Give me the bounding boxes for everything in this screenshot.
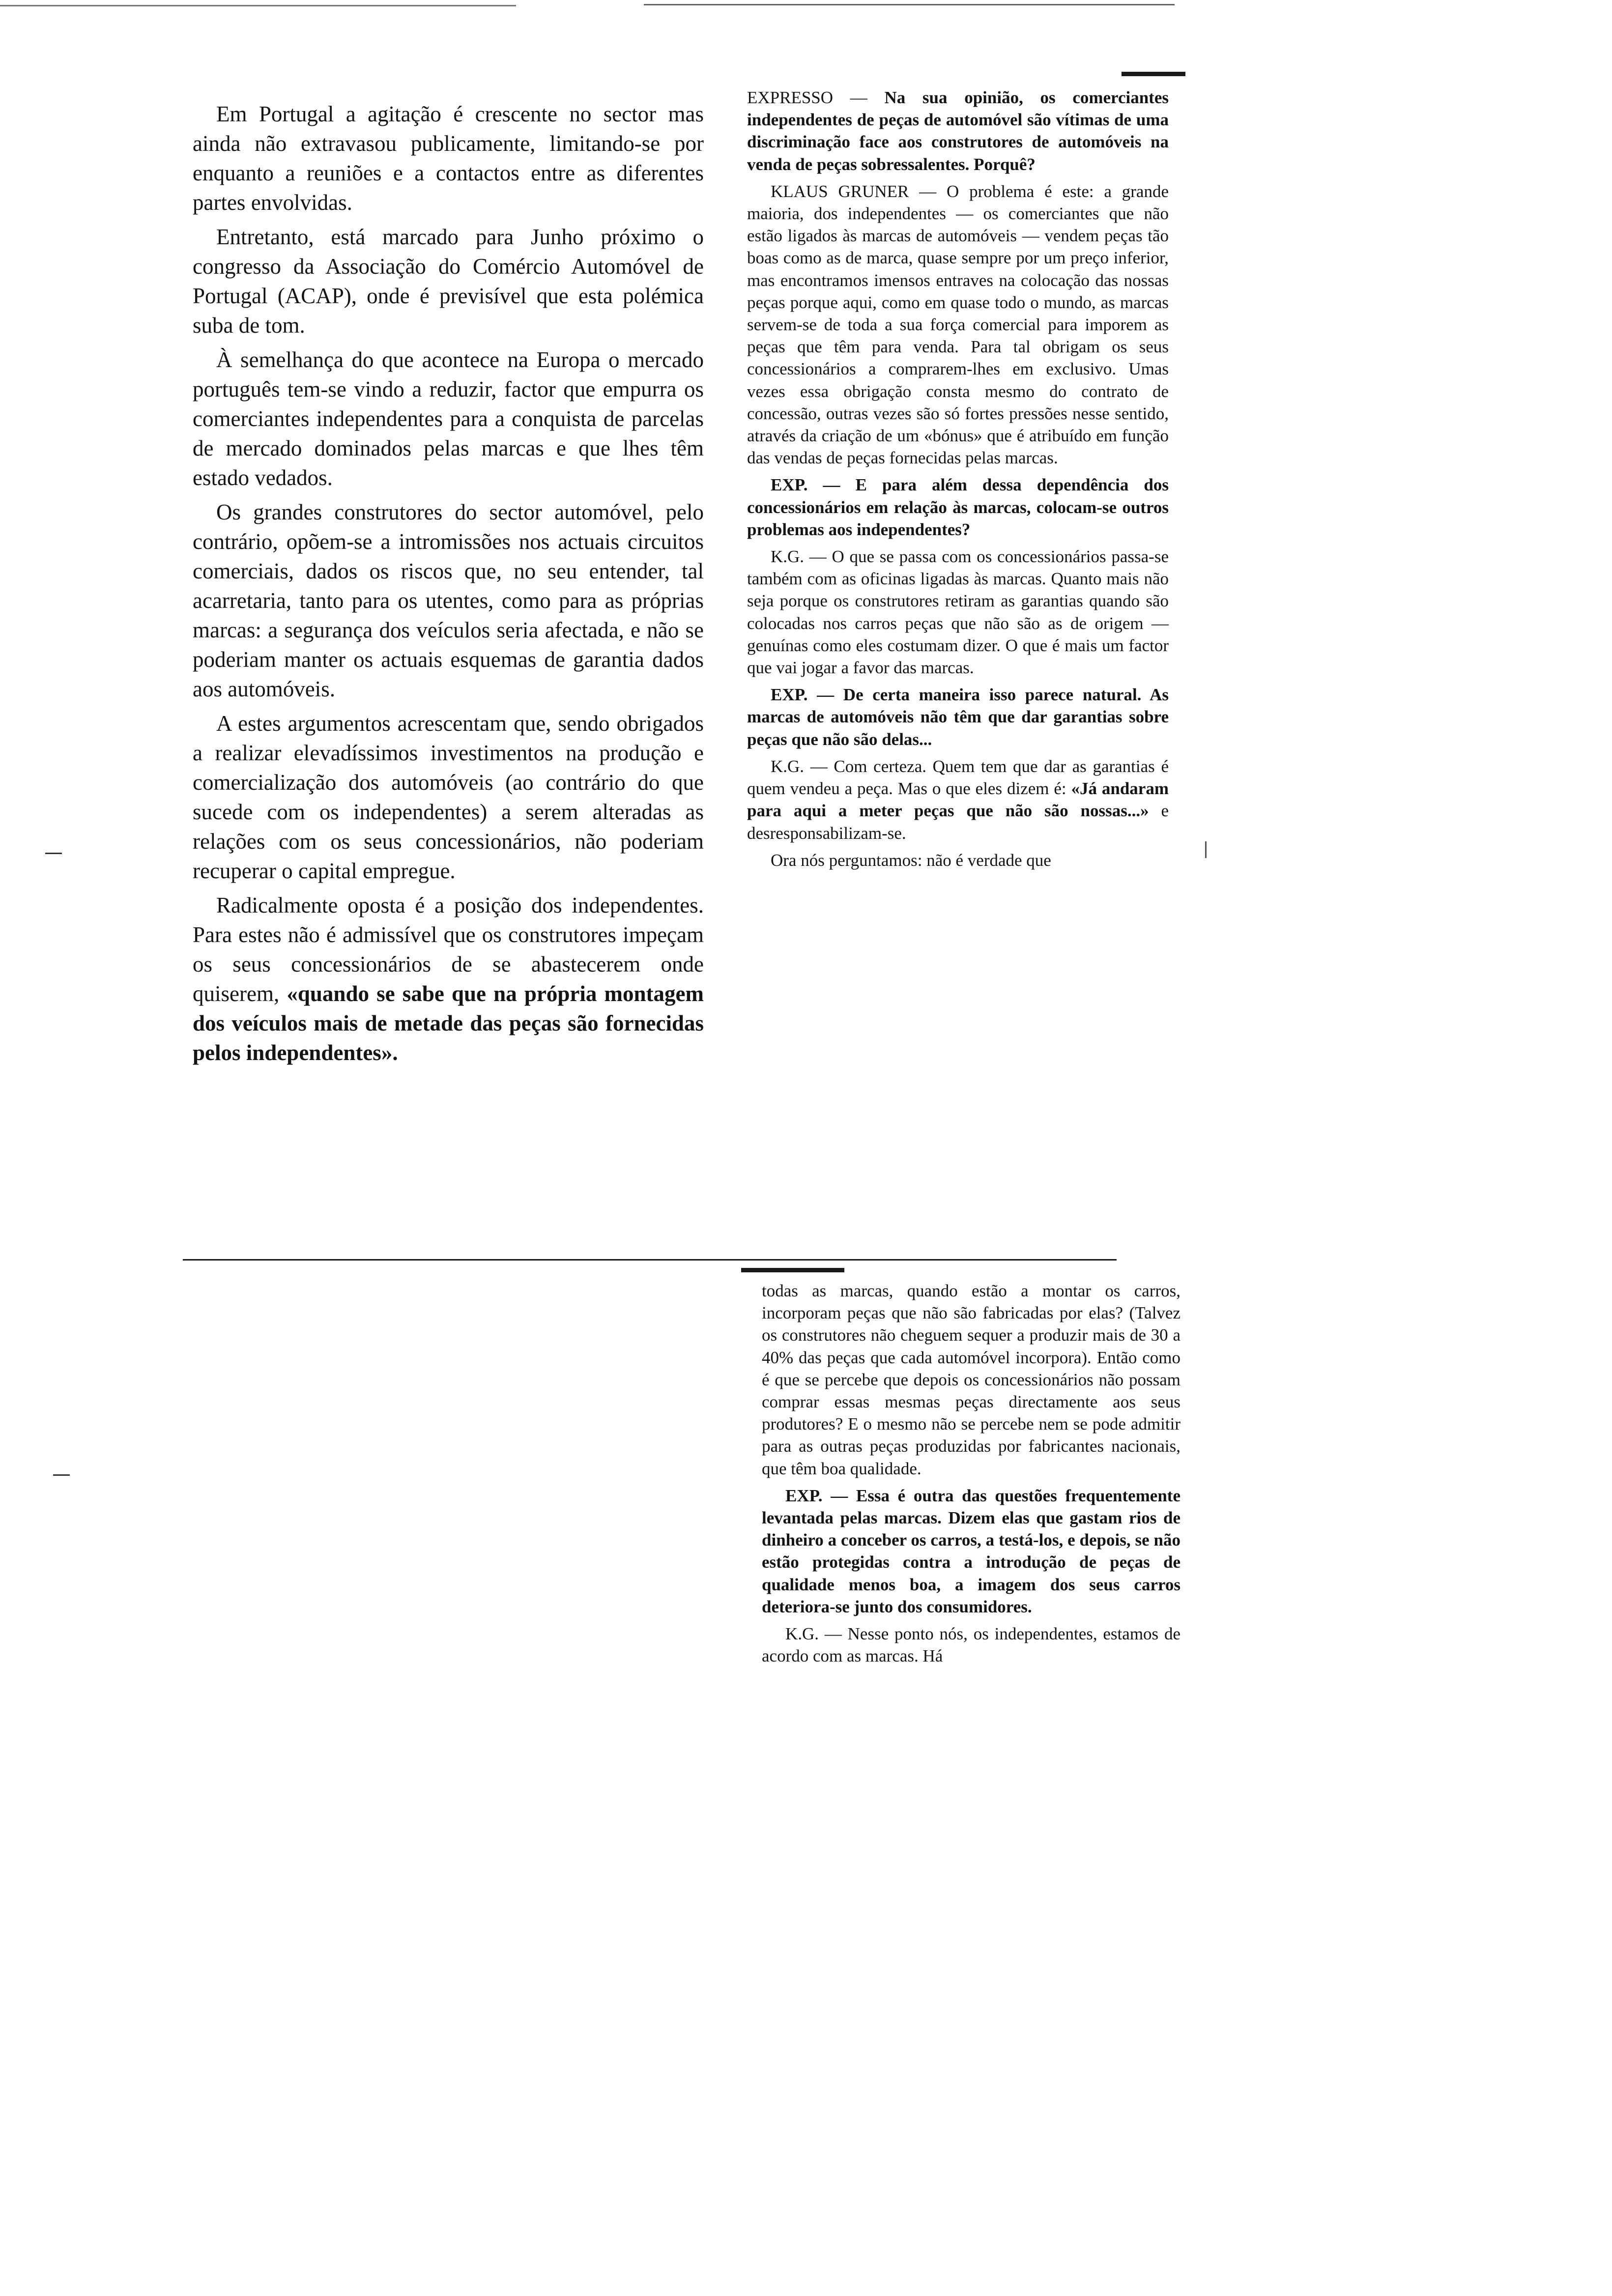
speaker-label: K.G. — [771, 756, 828, 776]
left-column [193, 99, 704, 1072]
interview-column [747, 86, 1169, 876]
interview-answer [762, 1623, 1180, 1667]
continuation-column [762, 1280, 1180, 1672]
question-text: De certa maneira isso parece natural. As marcas de automóveis não têm que dar garantias sobre peças que não são delas... [747, 685, 1169, 749]
interview-question [762, 1485, 1180, 1618]
quote-bold: «Já andaram para aqui a meter peças que não são nossas...» [747, 779, 1169, 821]
section-divider [183, 1259, 1117, 1261]
answer-text: O problema é este: a grande maioria, dos independentes — os comerciantes que não estão ligados às marcas de automóveis — vendem peças tão boas como as de marca, quase sempre por um preço inferior, mas encontramos imensos entraves na colocação das nossas peças porque aqui, como em quase todo o mundo, as marcas servem-se de toda a sua força comercial para imporem as peças que têm para venda. Para tal obrigam os seus concessionários a comprarem-lhes em exclusivo. Umas vezes essa obrigação consta mesmo do contrato de concessão, outras vezes são só fortes pressões nesse sentido, através da criação de um «bónus» que é atribuído em função das vendas de peças fornecidas pelas marcas. [747, 181, 1169, 468]
interview-question [747, 474, 1169, 541]
question-text: E para além dessa dependência dos concessionários em relação às marcas, colocam-se outros problemas aos independentes? [747, 475, 1169, 539]
speaker-label: K.G. — [771, 547, 827, 567]
top-rule-right [644, 4, 1175, 5]
paragraph: Os grandes construtores do sector automóvel, pelo contrário, opõem-se a intromissões nos actuais circuitos comerciais, dados os riscos que, no seu entender, tal acarretaria, tanto para os utentes, como para as próprias marcas: a segurança dos veículos seria afectada, e não se poderiam manter os actuais esquemas de garantia dados aos automóveis. [193, 500, 704, 701]
paragraph [193, 890, 704, 1067]
paragraph: À semelhança do que acontece na Europa o mercado português tem-se vindo a reduzir, factor que empurra os comerciantes independentes para a conquista de parcelas de mercado dominados pelas marcas e que lhes têm estado vedados. [193, 347, 704, 490]
paragraph: Entretanto, está marcado para Junho próximo o congresso da Associação do Comércio Automóvel de Portugal (ACAP), onde é previsível que esta polémica suba de tom. [193, 225, 704, 338]
question-text: Na sua opinião, os comerciantes independentes de peças de automóvel são vítimas de uma discriminação face aos construtores de automóveis na venda de peças sobressalentes. Porquê? [747, 88, 1169, 174]
margin-mark [1205, 841, 1207, 858]
quote-bold: «quando se sabe que na própria montagem dos veículos mais de metade das peças são fornecidas pelos independentes». [193, 981, 704, 1065]
margin-mark [53, 1474, 70, 1476]
interview-answer [747, 545, 1169, 679]
paragraph: todas as marcas, quando estão a montar os carros, incorporam peças que não são fabricadas por elas? (Talvez os construtores não cheguem sequer a produzir mais de 30 a 40% das peças que cada automóvel incorpora). Então como é que se percebe que depois os concessionários não possam comprar essas mesmas peças directamente aos seus produtores? E o mesmo não se percebe nem se pode admitir para as outras peças produzidas por fabricantes nacionais, que têm boa qualidade. [762, 1281, 1180, 1478]
answer-text: Com certeza. Quem tem que dar as garantias é quem vendeu a peça. Mas o que eles dizem é: [747, 756, 1169, 799]
margin-mark [45, 853, 62, 854]
answer-text: Nesse ponto nós, os independentes, estamos de acordo com as marcas. Há [762, 1624, 1180, 1666]
speaker-label: KLAUS GRUNER — [771, 181, 937, 201]
column-head-mark [1122, 72, 1185, 76]
answer-text: e desresponsabilizam-se. [747, 801, 1169, 843]
paragraph: Em Portugal a agitação é crescente no sector mas ainda não extravasou publicamente, limitando-se por enquanto a reuniões e a contactos entre as diferentes partes envolvidas. [193, 102, 704, 215]
speaker-label: EXP. — [771, 685, 835, 705]
interview-question [747, 684, 1169, 750]
paragraph: Ora nós perguntamos: não é verdade que [771, 850, 1051, 870]
speaker-label: EXP. — [785, 1486, 848, 1505]
paragraph: A estes argumentos acrescentam que, sendo obrigados a realizar elevadíssimos investimentos na produção e comercialização dos automóveis (ao contrário do que sucede com os independentes) a serem alteradas as relações com os seus concessionários, não poderiam recuperar o capital empregue. [193, 711, 704, 883]
interview-answer [747, 180, 1169, 469]
continuation-head-mark [741, 1268, 844, 1272]
speaker-label: K.G. — [785, 1624, 842, 1644]
interview-answer [747, 755, 1169, 844]
speaker-label: EXP. — [771, 475, 840, 495]
top-rule-left [0, 5, 516, 6]
speaker-label: EXPRESSO — [747, 88, 867, 107]
question-text: Essa é outra das questões frequentemente levantada pelas marcas. Dizem elas que gastam rios de dinheiro a conceber os carros, a testá-los, e depois, se não estão protegidas contra a introdução de peças de qualidade menos boa, a imagem dos seus carros deteriora-se junto dos consumidores. [762, 1486, 1180, 1616]
answer-text: O que se passa com os concessionários passa-se também com as oficinas ligadas às marcas. Quanto mais não seja porque os construtores retiram as garantias quando são colocadas nos carros peças que não são as de origem — genuínas como eles costumam dizer. O que é mais um factor que vai jogar a favor das marcas. [747, 547, 1169, 678]
paragraph-text: Radicalmente oposta é a posição dos independentes. Para estes não é admissível que os construtores impeçam os seus concessionários de se abastecerem onde quiserem, [193, 893, 704, 1006]
interview-question [747, 86, 1169, 175]
